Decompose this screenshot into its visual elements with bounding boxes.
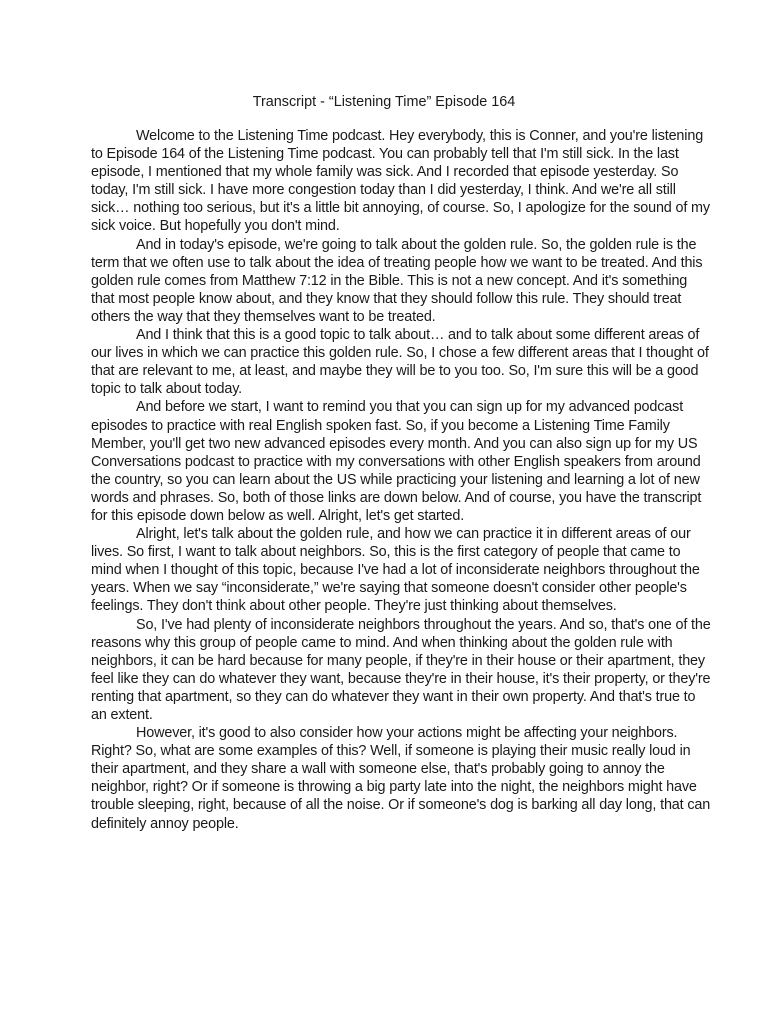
transcript-body — [91, 127, 713, 833]
paragraph: And before we start, I want to remind you that you can sign up for my advanced podcast episodes to practice with real English spoken fast. So, if you become a Listening Time Family Member, you'll get two new advanced episodes every month. And you can also sign up for my US Conversations podcast to practice with my conversations with other English speakers from around the country, so you can learn about the US while practicing your listening and learning a lot of new words and phrases. So, both of those links are down below. And of course, you have the transcript for this episode down below as well. Alright, let's get started. — [91, 399, 702, 524]
document-title: Transcript - “Listening Time” Episode 164 — [252, 94, 516, 110]
paragraph: However, it's good to also consider how your actions might be affecting your neighbors. Right? So, what are some examples of this? Well, if someone is playing their music really loud in their apartment, and they share a wall with someone else, that's probably going to annoy the neighbor, right? Or if someone is throwing a big party late into the night, the neighbors might have trouble sleeping, right, because of all the noise. Or if someone's dog is barking all day long, that can definitely annoy people. — [91, 725, 711, 832]
paragraph: And in today's episode, we're going to talk about the golden rule. So, the golden rule is the term that we often use to talk about the idea of treating people how we want to be treated. And this golden rule comes from Matthew 7:12 in the Bible. This is not a new concept. And it's something that most people know about, and they know that they should follow this rule. They should treat others the way that they themselves want to be treated. — [91, 236, 703, 325]
paragraph: And I think that this is a good topic to talk about… and to talk about some different areas of our lives in which we can practice this golden rule. So, I chose a few different areas that I thought of that are relevant to me, at least, and maybe they will be to you too. So, I'm sure this will be a good topic to talk about today. — [91, 327, 709, 398]
paragraph: So, I've had plenty of inconsiderate neighbors throughout the years. And so, that's one of the reasons why this group of people came to mind. And when thinking about the golden rule with neighbors, it can be hard because for many people, if they're in their house or their apartment, they feel like they can do whatever they want, because they're in their house, it's their property, or they're renting that apartment, so they can do whatever they want in their own property. And that's true to an extent. — [91, 616, 711, 723]
paragraph: Welcome to the Listening Time podcast. Hey everybody, this is Conner, and you're listening to Episode 164 of the Listening Time podcast. You can probably tell that I'm still sick. In the last episode, I mentioned that my whole family was sick. And I recorded that episode yesterday. So today, I'm still sick. I have more congestion today than I did yesterday, I think. And we're all still sick… nothing too serious, but it's a little bit annoying, of course. So, I apologize for the sound of my sick voice. But hopefully you don't mind. — [91, 128, 710, 235]
paragraph: Alright, let's talk about the golden rule, and how we can practice it in different areas of our lives. So first, I want to talk about neighbors. So, this is the first category of people that came to mind when I thought of this topic, because I've had a lot of inconsiderate neighbors throughout the years. When we say “inconsiderate,” we're saying that someone doesn't consider other people's feelings. They don't think about other people. They're just thinking about themselves. — [91, 526, 700, 615]
